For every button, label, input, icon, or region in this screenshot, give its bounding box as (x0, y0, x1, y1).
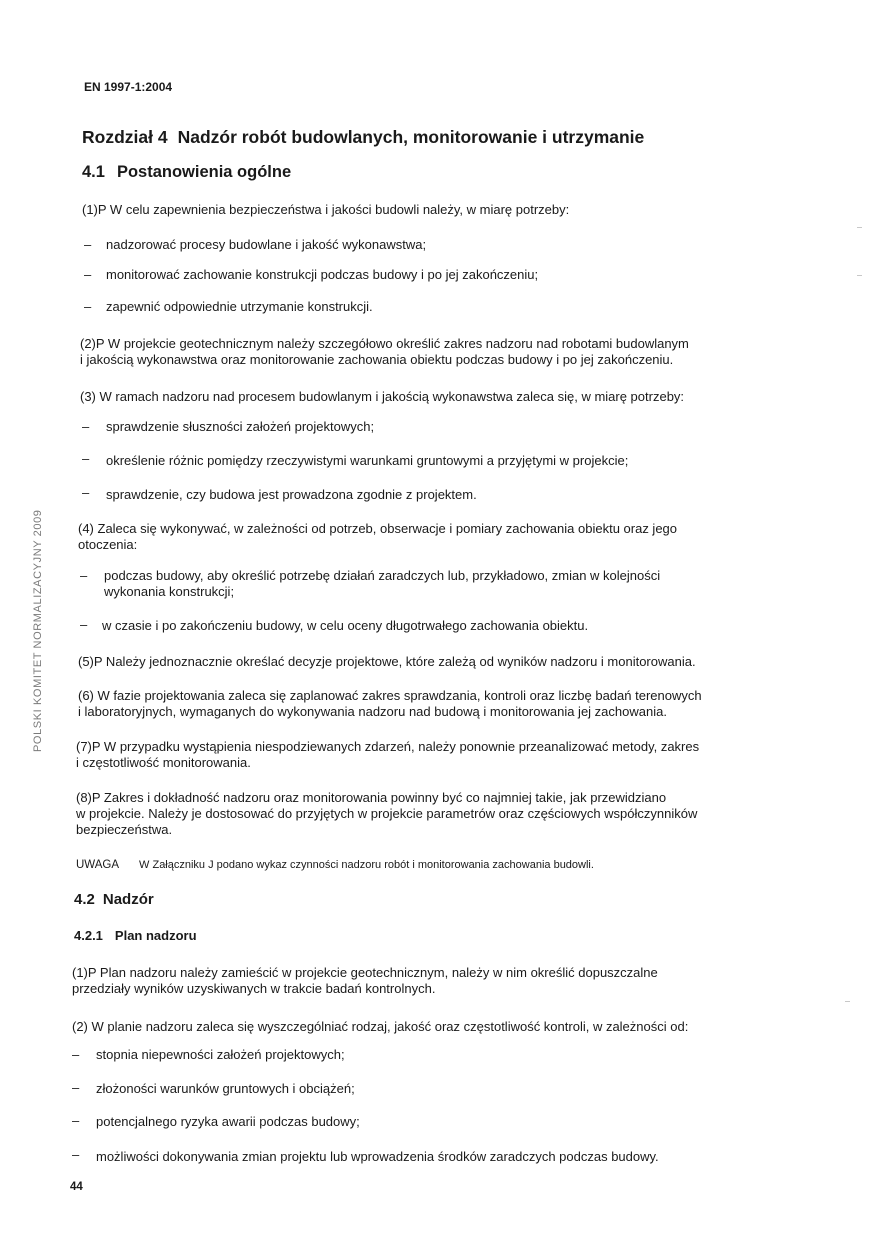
list-dash: – (72, 1147, 80, 1162)
note-label: UWAGA (76, 859, 120, 871)
paragraph-1-intro: (1)P W celu zapewnienia bezpieczeństwa i jakości budowli należy, w miarę potrzeby: (82, 202, 570, 217)
chapter-title: Nadzór robót budowlanych, monitorowanie i utrzymanie (177, 127, 645, 147)
scan-speck (857, 227, 862, 228)
paragraph-5: (5)P Należy jednoznacznie określać decyzje projektowe, które zależą od wyników nadzoru i monitorowania. (78, 654, 696, 669)
paragraph-8-line: bezpieczeństwa. (76, 822, 173, 837)
paragraph-4-line: otoczenia: (78, 537, 138, 552)
list-dash: – (72, 1080, 80, 1095)
paragraph-q1-line: (1)P Plan nadzoru należy zamieścić w projekcie geotechnicznym, należy w nim określić dopuszczalne (72, 965, 658, 980)
list-item-line: wykonania konstrukcji; (104, 584, 235, 599)
list-item: w czasie i po zakończeniu budowy, w celu oceny długotrwałego zachowania obiektu. (102, 618, 589, 633)
list-item: sprawdzenie, czy budowa jest prowadzona zgodnie z projektem. (106, 487, 477, 502)
vertical-publisher-watermark: POLSKI KOMITET NORMALIZACYJNY 2009 (32, 509, 44, 752)
paragraph-7-line: (7)P W przypadku wystąpienia niespodziewanych zdarzeń, należy ponownie przeanalizować metody, zakres (76, 739, 700, 754)
list-dash: – (82, 485, 90, 500)
paragraph-4-line: (4) Zaleca się wykonywać, w zależności od potrzeb, obserwacje i pomiary zachowania obiektu oraz jego (78, 521, 678, 536)
list-item: złożoności warunków gruntowych i obciążeń; (96, 1081, 355, 1096)
note (76, 856, 594, 873)
subsection-number: 4.2.1 (74, 928, 103, 943)
list-item-line: podczas budowy, aby określić potrzebę działań zaradczych lub, przykładowo, zmian w kolejności (104, 568, 661, 583)
list-item: sprawdzenie słuszności założeń projektowych; (106, 419, 375, 434)
paragraph-q2-intro: (2) W planie nadzoru zaleca się wyszczególniać rodzaj, jakość oraz częstotliwość kontroli, w zależności od: (72, 1019, 689, 1034)
list-dash: – (72, 1113, 80, 1128)
note-text: W Załączniku J podano wykaz czynności nadzoru robót i monitorowania zachowania budowli. (139, 859, 594, 871)
list-item: określenie różnic pomiędzy rzeczywistymi warunkami gruntowymi a przyjętymi w projekcie; (106, 453, 629, 468)
section-title: Postanowienia ogólne (116, 163, 292, 181)
list-item: nadzorować procesy budowlane i jakość wykonawstwa; (106, 237, 427, 252)
list-dash: – (84, 267, 92, 282)
list-item: możliwości dokonywania zmian projektu lub wprowadzenia środków zaradczych podczas budowy. (96, 1149, 659, 1164)
subsection-heading-4-2-1 (74, 928, 197, 943)
chapter-heading (82, 127, 644, 148)
section-heading-4-1 (82, 163, 291, 182)
section-number: 4.1 (82, 163, 105, 181)
list-dash: – (80, 617, 88, 632)
list-dash: – (72, 1047, 80, 1062)
list-dash: – (84, 237, 92, 252)
paragraph-3-intro: (3) W ramach nadzoru nad procesem budowlanym i jakością wykonawstwa zaleca się, w miarę potrzeby: (80, 389, 685, 404)
section-title: Nadzór (102, 891, 154, 908)
list-dash: – (82, 419, 90, 434)
list-item: monitorować zachowanie konstrukcji podczas budowy i po jej zakończeniu; (106, 267, 539, 282)
scan-speck (857, 275, 862, 276)
list-item: stopnia niepewności założeń projektowych; (96, 1047, 345, 1062)
section-number: 4.2 (74, 891, 95, 908)
paragraph-q1-line: przedziały wyników uzyskiwanych w trakcie badań kontrolnych. (72, 981, 436, 996)
page-number: 44 (70, 1181, 83, 1193)
paragraph-2-line: i jakością wykonawstwa oraz monitorowanie zachowania obiektu podczas budowy i po jej zakończeniu. (80, 352, 674, 367)
paragraph-8-line: w projekcie. Należy je dostosować do przyjętych w projekcie parametrów oraz częściowych współczynników (76, 806, 698, 821)
subsection-title: Plan nadzoru (114, 928, 197, 943)
paragraph-2-line: (2)P W projekcie geotechnicznym należy szczegółowo określić zakres nadzoru nad robotami budowlanym (80, 336, 689, 351)
scan-speck (845, 1001, 850, 1002)
paragraph-7-line: i częstotliwość monitorowania. (76, 755, 251, 770)
list-dash: – (82, 451, 90, 466)
list-item: potencjalnego ryzyka awarii podczas budowy; (96, 1114, 360, 1129)
paragraph-6-line: i laboratoryjnych, wymaganych do wykonywania nadzoru nad budową i monitorowania jej zachowania. (78, 704, 667, 719)
list-dash: – (80, 568, 88, 583)
list-item: zapewnić odpowiednie utrzymanie konstrukcji. (106, 299, 373, 314)
paragraph-6-line: (6) W fazie projektowania zaleca się zaplanować zakres sprawdzania, kontroli oraz liczbę badań terenowych (78, 688, 702, 703)
standard-header: EN 1997-1:2004 (84, 80, 173, 94)
chapter-number: Rozdział 4 (82, 127, 168, 147)
list-dash: – (84, 299, 92, 314)
section-heading-4-2 (74, 891, 154, 908)
paragraph-8-line: (8)P Zakres i dokładność nadzoru oraz monitorowania powinny być co najmniej takie, jak przewidziano (76, 790, 667, 805)
